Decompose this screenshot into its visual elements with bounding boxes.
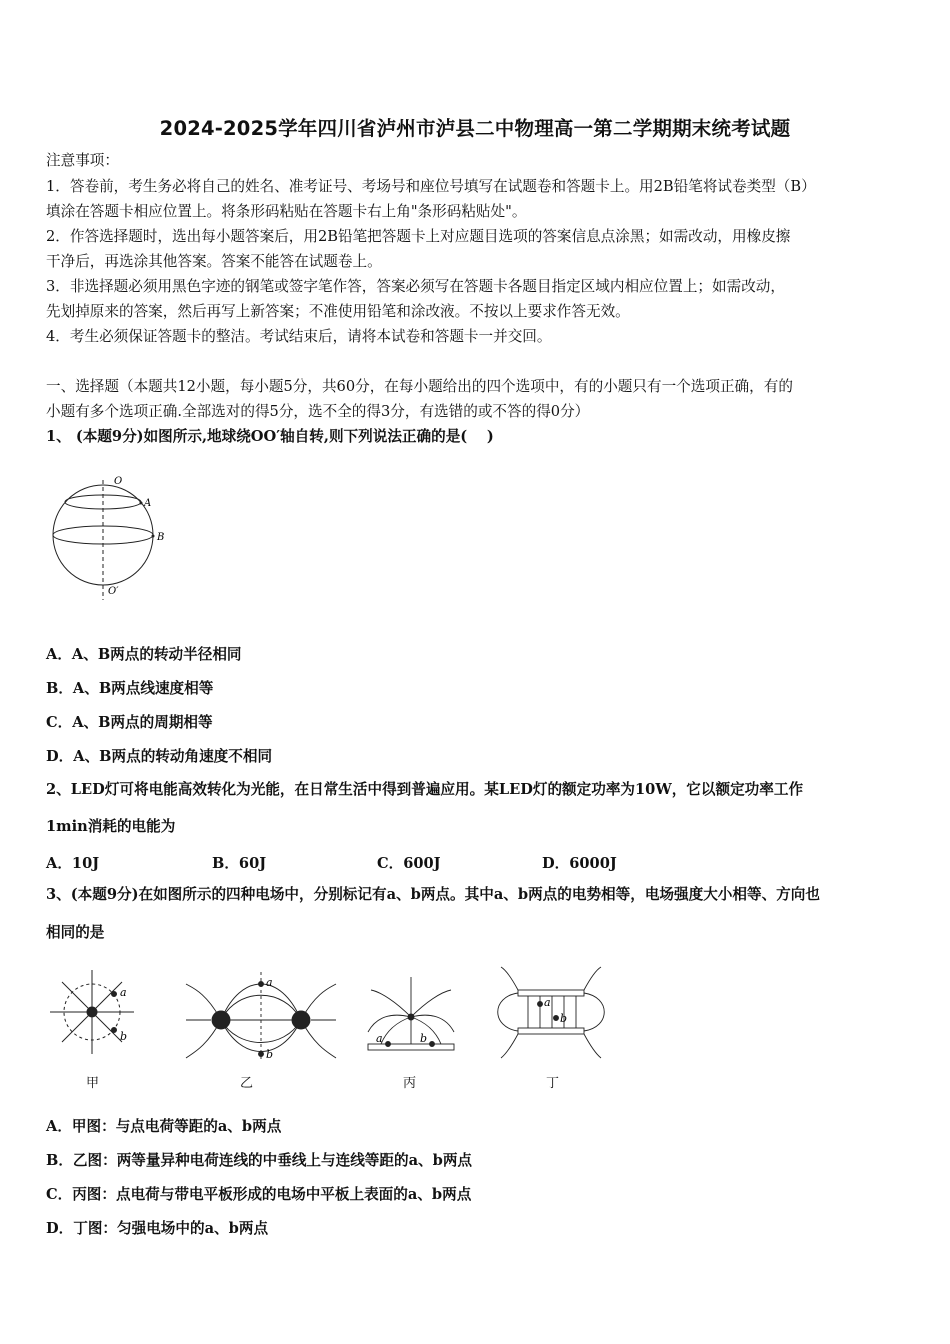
point-b [152, 535, 155, 538]
point-label-b: b [266, 1048, 274, 1061]
q2-option-a[interactable]: A．10J [46, 855, 100, 872]
q2-stem: 2、LED灯可将电能高效转化为光能，在日常生活中得到普遍应用。某LED灯的额定功率为10W，它以额定功率工作 [46, 781, 804, 798]
notice-line: 干净后，再选涂其他答案。答案不能答在试题卷上。 [46, 253, 382, 270]
q2-option-c[interactable]: C．600J [377, 855, 441, 872]
notice-line: 3．非选择题必须用黑色字迹的钢笔或签字笔作答，答案必须写在答题卡各题目指定区域内相应位置上；如需改动， [46, 278, 785, 295]
point-label-b: b [120, 1030, 128, 1043]
q1-option-d[interactable]: D．A、B两点的转动角速度不相同 [46, 748, 273, 765]
label-o: O [114, 476, 123, 487]
caption-jia: 甲 [86, 1076, 100, 1091]
page-title: 2024-2025学年四川省泸州市泸县二中物理高一第二学期期末统考试题 [159, 117, 791, 140]
q2-stem: 1min消耗的电能为 [46, 818, 176, 835]
label-o-prime: O′ [108, 586, 119, 597]
point-label-a: a [120, 986, 127, 999]
label-a: A [144, 498, 152, 509]
field-figure-ding [498, 967, 605, 1058]
q1-option-a[interactable]: A．A、B两点的转动半径相同 [46, 646, 242, 663]
notice-line: 先划掉原来的答案，然后再写上新答案；不准使用铅笔和涂改液。不按以上要求作答无效。 [46, 303, 630, 320]
point-label-a: a [266, 976, 273, 989]
notice-line: 2．作答选择题时，选出每小题答案后，用2B铅笔把答题卡上对应题目选项的答案信息点涂黑；如需改动，用橡皮擦 [46, 228, 791, 245]
q3-option-a[interactable]: A．甲图：与点电荷等距的a、b两点 [46, 1118, 282, 1135]
q2-option-d[interactable]: D．6000J [542, 855, 617, 872]
q3-option-d[interactable]: D．丁图：匀强电场中的a、b两点 [46, 1220, 269, 1237]
field-figure-yi [186, 972, 336, 1062]
point-label-a: a [376, 1032, 383, 1045]
caption-yi: 乙 [240, 1076, 254, 1091]
notice-line: 填涂在答题卡相应位置上。将条形码粘贴在答题卡右上角"条形码粘贴处"。 [46, 203, 527, 220]
equator-circle [53, 526, 153, 544]
q1-option-c[interactable]: C．A、B两点的周期相等 [46, 714, 213, 731]
point-label-b: b [420, 1032, 428, 1045]
notice-line: 1．答卷前，考生务必将自己的姓名、准考证号、考场号和座位号填写在试题卷和答题卡上。用2B铅笔将试卷类型（B） [46, 178, 816, 195]
q1-stem: 1、 (本题9分)如图所示,地球绕OO′轴自转,则下列说法正确的是( ) [46, 428, 494, 445]
q2-option-b[interactable]: B．60J [212, 855, 267, 872]
point-label-b: b [560, 1012, 568, 1025]
q1-option-b[interactable]: B．A、B两点线速度相等 [46, 680, 214, 697]
q3-stem: 相同的是 [46, 924, 105, 941]
q3-option-b[interactable]: B．乙图：两等量异种电荷连线的中垂线上与连线等距的a、b两点 [46, 1152, 473, 1169]
q3-option-c[interactable]: C．丙图：点电荷与带电平板形成的电场中平板上表面的a、b两点 [46, 1186, 472, 1203]
point-a [140, 502, 143, 505]
caption-bing: 丙 [403, 1076, 417, 1091]
notice-line: 4．考生必须保证答题卡的整洁。考试结束后，请将本试卷和答题卡一并交回。 [46, 328, 552, 345]
earth-outline [53, 485, 153, 585]
section-heading: 一、选择题（本题共12小题，每小题5分，共60分，在每小题给出的四个选项中，有的小题只有一个选项正确，有的 [46, 378, 793, 395]
earth-rotation-figure [48, 470, 178, 610]
electric-field-figures [46, 962, 616, 1062]
label-b: B [157, 532, 165, 543]
caption-ding: 丁 [546, 1076, 560, 1091]
point-label-a: a [544, 996, 551, 1009]
notice-heading: 注意事项： [46, 152, 119, 169]
section-heading: 小题有多个选项正确.全部选对的得5分，选不全的得3分，有选错的或不答的得0分） [46, 403, 590, 420]
q3-stem: 3、(本题9分)在如图所示的四种电场中，分别标记有a、b两点。其中a、b两点的电势相等，电场强度大小相等、方向也 [46, 886, 820, 903]
